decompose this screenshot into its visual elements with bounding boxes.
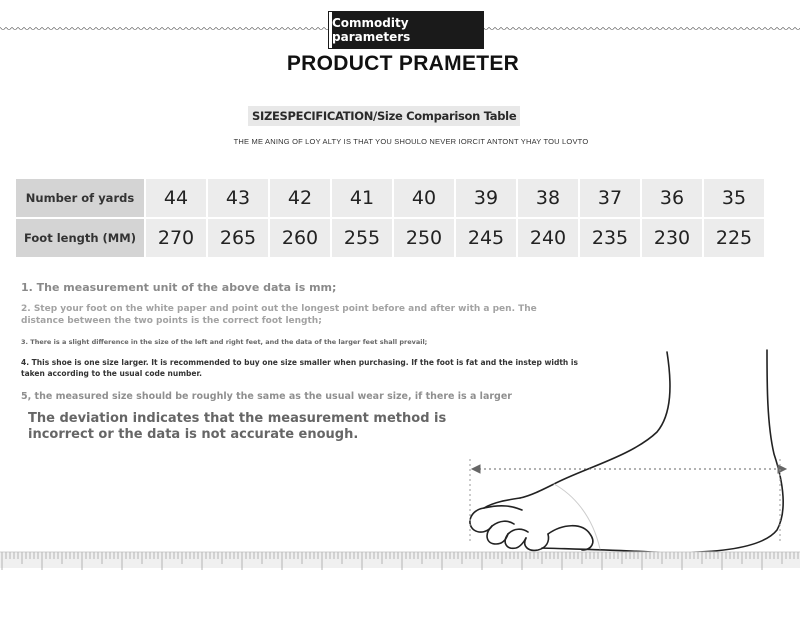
foot-length-row-label: Foot length (MM) (16, 219, 144, 257)
size-cell: 39 (456, 179, 516, 217)
size-table-heading: SIZESPECIFICATION/Size Comparison Table (248, 106, 520, 126)
length-cell: 230 (642, 219, 702, 257)
length-cell: 240 (518, 219, 578, 257)
foot-outline-icon (462, 344, 800, 556)
decorative-wavy-line-left (0, 27, 328, 33)
length-cell: 225 (704, 219, 764, 257)
note-1: 1. The measurement unit of the above data is mm; (21, 281, 337, 294)
size-cell: 36 (642, 179, 702, 217)
size-cell: 43 (208, 179, 268, 217)
note-4: 4. This shoe is one size larger. It is recommended to buy one size smaller when purchasing. If the foot is fat and the instep width is taken according to the usual code number. (21, 358, 578, 378)
length-cell: 255 (332, 219, 392, 257)
size-cell: 41 (332, 179, 392, 217)
size-cell: 38 (518, 179, 578, 217)
size-cell: 40 (394, 179, 454, 217)
tagline: THE ME ANING OF LOY ALTY IS THAT YOU SHOULO NEVER IORCIT ANTONT YHAY TOU LOVTO (233, 137, 589, 146)
length-cell: 250 (394, 219, 454, 257)
page-title: PRODUCT PRAMETER (286, 52, 520, 75)
size-cell: 44 (146, 179, 206, 217)
size-cell: 37 (580, 179, 640, 217)
size-comparison-table (14, 177, 766, 259)
size-row-label: Number of yards (16, 179, 144, 217)
size-row (16, 179, 764, 217)
decorative-wavy-line-right (483, 27, 800, 33)
length-cell: 245 (456, 219, 516, 257)
length-cell: 265 (208, 219, 268, 257)
foot-length-row (16, 219, 764, 257)
deviation-note: The deviation indicates that the measurement method is incorrect or the data is not accurate enough. (28, 411, 447, 442)
note-2: 2. Step your foot on the white paper and point out the longest point before and after with a pen. The distance between the two points is the correct foot length; (21, 304, 537, 326)
ruler-icon (0, 548, 800, 574)
length-cell: 235 (580, 219, 640, 257)
length-cell: 270 (146, 219, 206, 257)
note-5: 5, the measured size should be roughly the same as the usual wear size, if there is a larger (21, 391, 512, 402)
size-cell: 42 (270, 179, 330, 217)
commodity-parameters-badge: Commodity parameters (329, 12, 483, 48)
note-3: 3. There is a slight difference in the size of the left and right feet, and the data of the larger feet shall prevail; (21, 338, 428, 346)
size-cell: 35 (704, 179, 764, 217)
length-cell: 260 (270, 219, 330, 257)
